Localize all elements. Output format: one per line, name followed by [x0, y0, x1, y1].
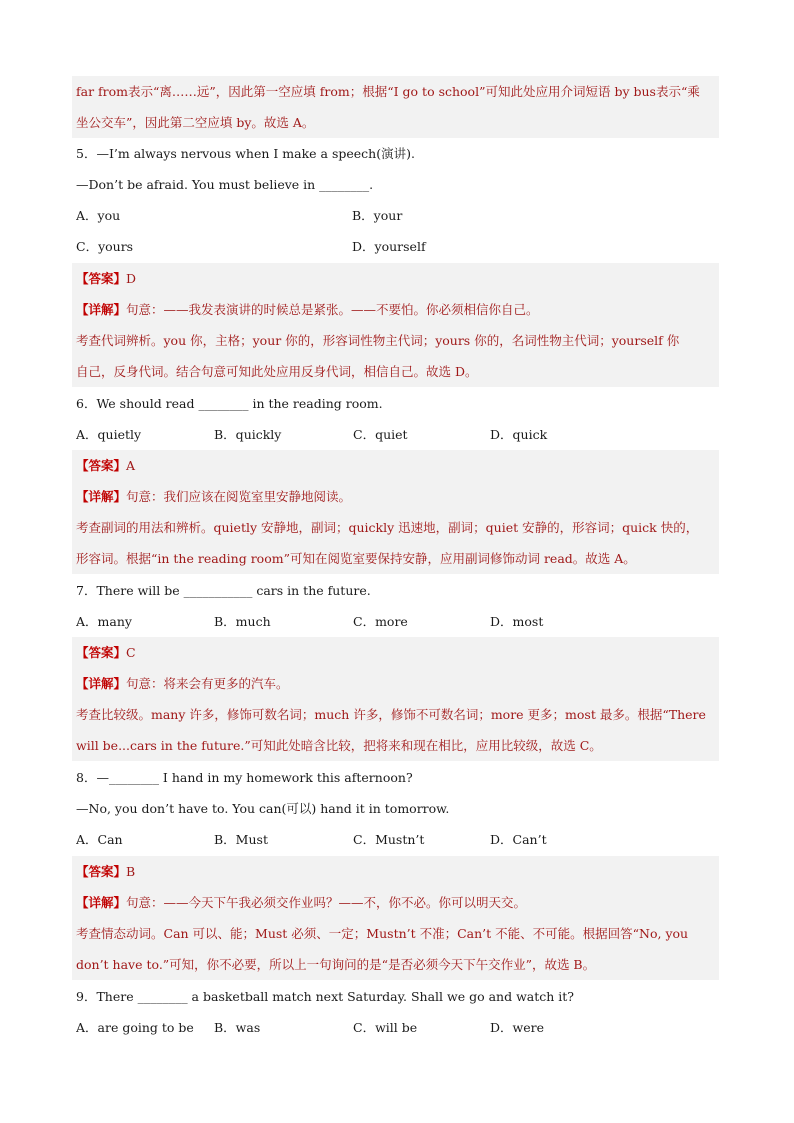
q9-options [76, 1012, 718, 1043]
q8-option-a: A．Can [76, 832, 123, 847]
q8-option-d: D．Can’t [490, 832, 547, 847]
q7-stem: 7．There will be ___________ cars in the future. [76, 583, 371, 598]
answer-tag: 【答案】 [76, 458, 127, 473]
q5-option-a: A．you [76, 208, 121, 223]
q7-explanation-line1: 考查比较级。many 许多，修饰可数名词；much 许多，修饰不可数名词；more 更多；most 最多。根据“There [72, 699, 719, 730]
prev-explanation-line2: 坐公交车”，因此第二空应填 by。故选 A。 [72, 107, 719, 138]
q8-option-c: C．Mustn’t [353, 832, 425, 847]
q5-detail-text: 句意：——我发表演讲的时候总是紧张。——不要怕。你必须相信你自己。 [126, 302, 539, 317]
q6-explanation-line1: 考查副词的用法和辨析。quietly 安静地，副词；quickly 迅速地，副词；quiet 安静的，形容词；quick 快的， [72, 512, 719, 543]
q6-options [76, 419, 718, 450]
q5-explanation-line1: 考查代词辨析。you 你，主格；your 你的，形容词性物主代词；yours 你的，名词性物主代词；yourself 你 [72, 325, 719, 356]
answer-tag: 【答案】 [76, 645, 127, 660]
q6-answer-value: A [126, 458, 136, 473]
q5-answer [72, 263, 719, 294]
q6-option-d: D．quick [490, 427, 548, 442]
q6-detail-text: 句意：我们应该在阅览室里安静地阅读。 [126, 489, 352, 504]
q9-stem: 9．There ________ a basketball match next Saturday. Shall we go and watch it? [76, 989, 574, 1004]
q5-explanation-line2: 自己，反身代词。结合句意可知此处应用反身代词，相信自己。故选 D。 [72, 356, 719, 387]
q5-stem-line1: 5．—I’m always nervous when I make a speech(演讲). [76, 146, 415, 161]
answer-tag: 【答案】 [76, 271, 127, 286]
q7-explanation-line2: will be...cars in the future.”可知此处暗含比较，把将来和现在相比，应用比较级，故选 C。 [72, 730, 719, 761]
q8-options [76, 824, 718, 855]
q6-option-b: B．quickly [214, 427, 282, 442]
q5-options-row2 [76, 231, 718, 262]
q8-option-b: B．Must [214, 832, 268, 847]
q7-answer-value: C [126, 645, 136, 660]
q8-detail [72, 887, 719, 918]
q8-explanation-line1: 考查情态动词。Can 可以、能；Must 必须、一定；Mustn’t 不准；Can’t 不能、不可能。根据回答“No, you [72, 918, 719, 949]
q8-detail-text: 句意：——今天下午我必须交作业吗？——不，你不必。你可以明天交。 [126, 895, 527, 910]
q6-detail [72, 481, 719, 512]
q8-answer-value: B [126, 864, 136, 879]
q9-option-a: A．are going to be [76, 1020, 194, 1035]
q8-stem-line2: —No, you don’t have to. You can(可以) hand it in tomorrow. [76, 801, 450, 816]
q7-option-d: D．most [490, 614, 544, 629]
q5-option-c: C．yours [76, 239, 134, 254]
q7-option-b: B．much [214, 614, 271, 629]
q5-option-b: B．your [352, 208, 403, 223]
q7-answer [72, 637, 719, 668]
q7-detail-text: 句意：将来会有更多的汽车。 [126, 676, 289, 691]
q5-stem-line2: —Don’t be afraid. You must believe in ________. [76, 177, 374, 192]
q6-explanation-line2: 形容词。根据“in the reading room”可知在阅览室要保持安静，应用副词修饰动词 read。故选 A。 [72, 543, 719, 574]
detail-tag: 【详解】 [76, 489, 127, 504]
q5-option-d: D．yourself [352, 239, 426, 254]
q9-option-d: D．were [490, 1020, 544, 1035]
detail-tag: 【详解】 [76, 895, 127, 910]
q8-explanation-line2: don’t have to.”可知，你不必要，所以上一句询问的是“是否必须今天下午交作业”，故选 B。 [72, 949, 719, 980]
q9-option-c: C．will be [353, 1020, 418, 1035]
q7-options [76, 606, 718, 637]
q8-stem-line1: 8．—________ I hand in my homework this afternoon? [76, 770, 413, 785]
q7-option-c: C．more [353, 614, 408, 629]
q5-options-row1 [76, 200, 718, 231]
q7-option-a: A．many [76, 614, 132, 629]
q8-answer [72, 856, 719, 887]
q6-option-a: A．quietly [76, 427, 142, 442]
detail-tag: 【详解】 [76, 676, 127, 691]
prev-explanation-line1: far from表示“离……远”，因此第一空应填 from；根据“I go to school”可知此处应用介词短语 by bus表示“乘 [72, 76, 719, 107]
answer-tag: 【答案】 [76, 864, 127, 879]
q5-detail [72, 294, 719, 325]
q7-detail [72, 668, 719, 699]
q9-option-b: B．was [214, 1020, 261, 1035]
detail-tag: 【详解】 [76, 302, 127, 317]
q6-answer [72, 450, 719, 481]
q6-stem: 6．We should read ________ in the reading room. [76, 396, 383, 411]
q6-option-c: C．quiet [353, 427, 408, 442]
q5-answer-value: D [126, 271, 137, 286]
